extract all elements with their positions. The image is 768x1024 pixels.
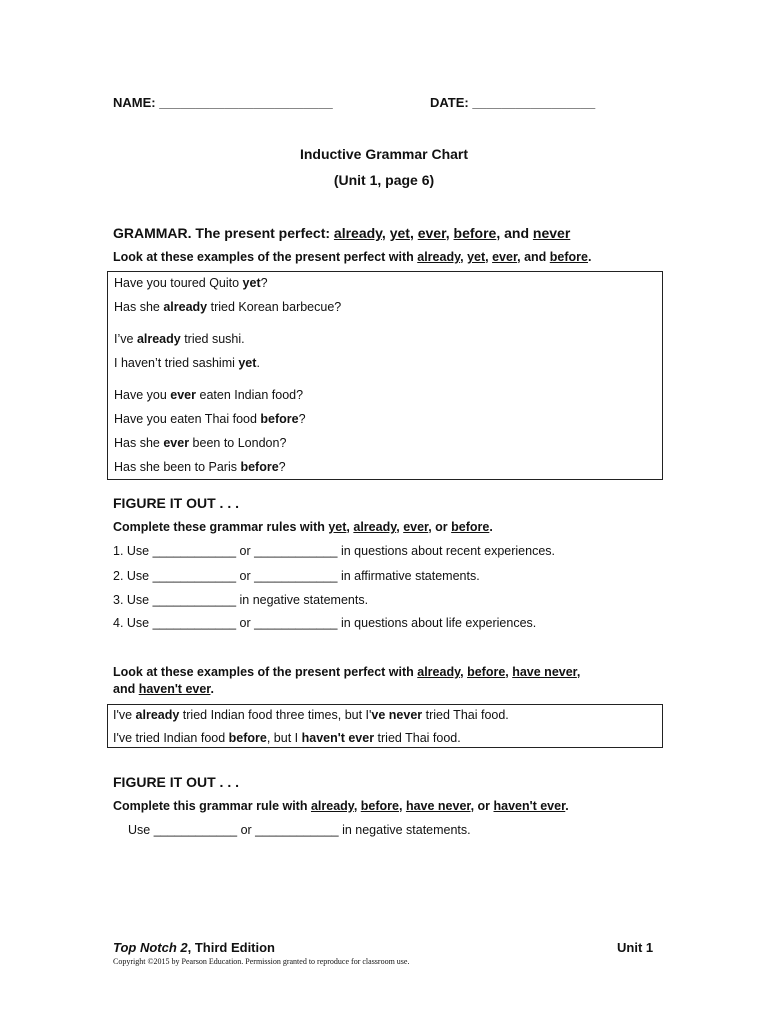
sep: , [485,250,493,264]
grammar-prefix: GRAMMAR. The present perfect: [113,225,334,241]
example-line: I've already tried Indian food three times, but I've never tried Thai food. [113,708,509,722]
rule-line: Use ____________ or ____________ in negative statements. [128,823,471,837]
example-line: Have you eaten Thai food before? [114,412,306,426]
sep: , [409,225,418,241]
keyword-already: already [417,250,461,264]
figure-it-out-heading-1: FIGURE IT OUT . . . [113,495,239,511]
example-line: I've tried Indian food before, but I haven't ever tried Thai food. [113,731,461,745]
example-line: Have you ever eaten Indian food? [114,388,304,402]
rule-line: 1. Use ____________ or ____________ in questions about recent experiences. [113,544,556,558]
page-title: Inductive Grammar Chart [299,146,469,162]
keyword-ever: ever [492,250,518,264]
date-field: DATE: _________________ [430,95,596,110]
instruction-2-line-2: and haven't ever. [113,682,214,696]
sep: , [460,250,468,264]
name-field: NAME: ________________________ [113,95,333,110]
keyword-before: before [453,225,497,241]
instruction-prefix: Look at these examples of the present perfect with [113,250,418,264]
instruction-2: Look at these examples of the present perfect with already, before, have never, [113,665,581,679]
example-line: Have you toured Quito yet? [114,276,268,290]
figure-instruction-2: Complete this grammar rule with already, before, have never, or haven't ever. [113,799,569,813]
example-line: Has she been to Paris before? [114,460,286,474]
rule-line: 2. Use ____________ or ____________ in affirmative statements. [113,569,480,583]
example-line: I haven’t tried sashimi yet. [114,356,260,370]
sep: , and [496,225,533,241]
figure-it-out-heading-2: FIGURE IT OUT . . . [113,774,239,790]
keyword-never: never [532,225,571,241]
example-line: I’ve already tried sushi. [114,332,245,346]
sep: , and [517,250,550,264]
example-line: Has she already tried Korean barbecue? [114,300,342,314]
rule-line: 3. Use ____________ in negative statements. [113,593,369,607]
grammar-heading [113,225,570,241]
footer-book-title: Top Notch 2, Third Edition [113,940,276,955]
sep: . [587,250,592,264]
rule-line: 4. Use ____________ or ____________ in questions about life experiences. [113,616,537,630]
sep: , [445,225,454,241]
instruction-1 [113,250,591,264]
footer-copyright: Copyright ©2015 by Pearson Education. Permission granted to reproduce for classroom use. [113,957,410,966]
footer-unit: Unit 1 [617,940,654,955]
keyword-ever: ever [417,225,446,241]
keyword-before: before [549,250,588,264]
keyword-yet: yet [389,225,410,241]
keyword-yet: yet [467,250,486,264]
keyword-already: already [333,225,382,241]
page-subtitle: (Unit 1, page 6) [333,172,435,188]
sep: , [381,225,390,241]
example-line: Has she ever been to London? [114,436,287,450]
figure-instruction-1: Complete these grammar rules with yet, already, ever, or before. [113,520,493,534]
